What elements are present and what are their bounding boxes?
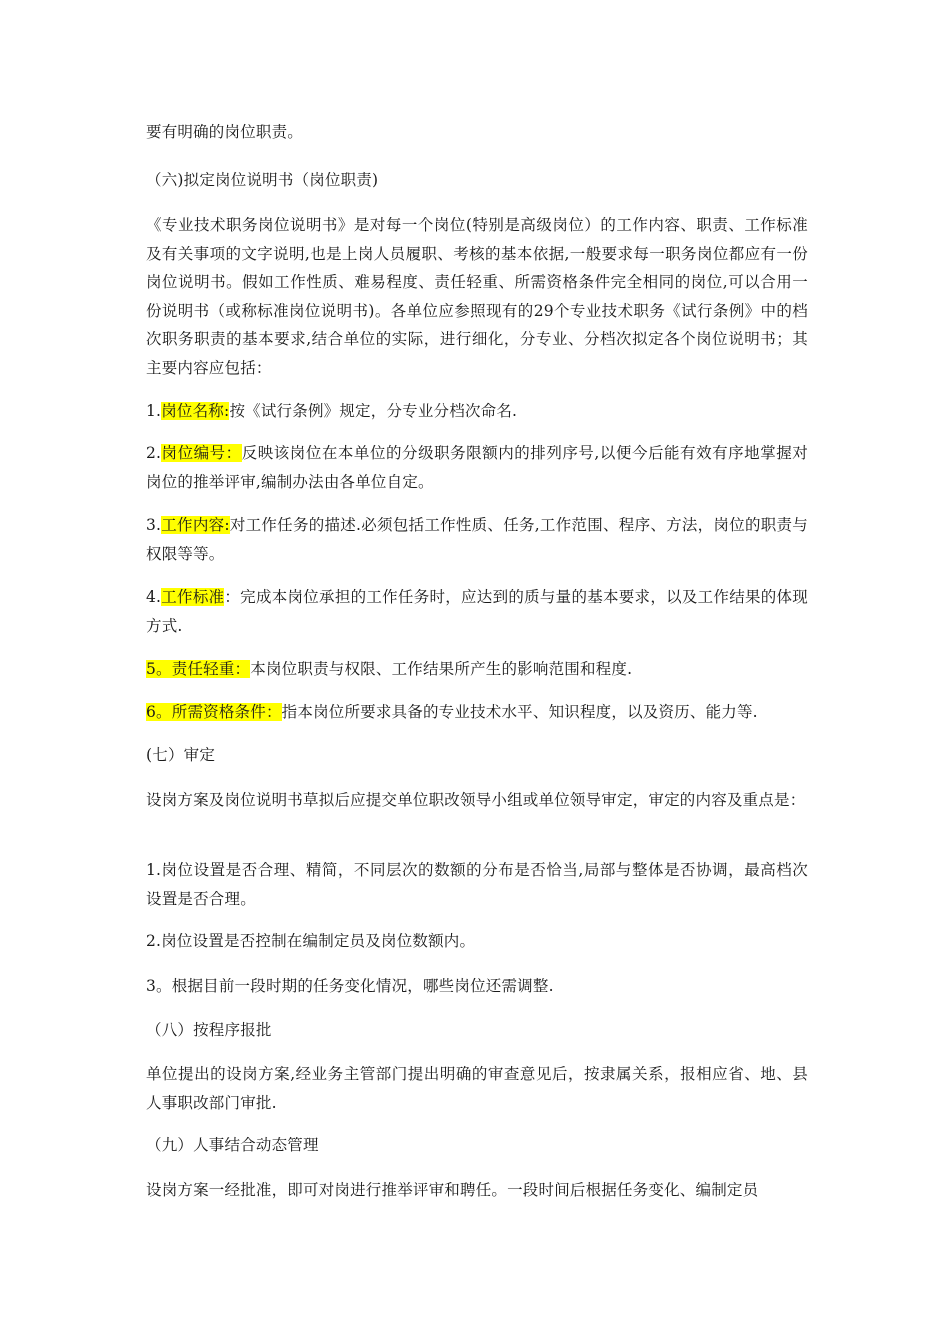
highlighted-term: 岗位名称: bbox=[161, 402, 230, 420]
list-number: 3. bbox=[146, 516, 162, 534]
highlighted-term: 6。所需资格条件： bbox=[146, 703, 282, 721]
list-number: 4. bbox=[146, 588, 162, 606]
section-heading: （九）人事结合动态管理 bbox=[146, 1136, 319, 1154]
list-item bbox=[146, 439, 808, 496]
list-item bbox=[146, 397, 808, 426]
list-item bbox=[146, 698, 808, 727]
list-item bbox=[146, 511, 808, 568]
list-text: 反映该岗位在本单位的分级职务限额内的排列序号,以便今后能有效有序地掌握对岗位的推举评审,编制办法由各单位自定。 bbox=[146, 444, 808, 491]
list-item bbox=[146, 655, 808, 684]
section-heading: （六)拟定岗位说明书（岗位职责) bbox=[146, 171, 379, 189]
paragraph: 要有明确的岗位职责。 bbox=[146, 123, 304, 141]
list-text: 对工作任务的描述.必须包括工作性质、任务,工作范围、程序、方法，岗位的职责与权限等等。 bbox=[146, 516, 808, 563]
list-item bbox=[146, 583, 808, 640]
highlighted-term: 工作标准 bbox=[161, 588, 225, 606]
paragraph: 《专业技术职务岗位说明书》是对每一个岗位(特别是高级岗位）的工作内容、职责、工作标准及有关事项的文字说明,也是上岗人员履职、考核的基本依据,一般要求每一职务岗位都应有一份岗位说明书。假如工作性质、难易程度、责任轻重、所需资格条件完全相同的岗位,可以合用一份说明书（或称标准岗位说明书)。各单位应参照现有的29个专业技术职务《试行条例》中的档次职务职责的基本要求,结合单位的实际，进行细化，分专业、分档次拟定各个岗位说明书；其主要内容应包括： bbox=[146, 216, 808, 377]
list-text: ：完成本岗位承担的工作任务时，应达到的质与量的基本要求，以及工作结果的体现方式. bbox=[146, 588, 808, 635]
highlighted-term: 5。责任轻重： bbox=[146, 660, 251, 678]
paragraph: 1.岗位设置是否合理、精简，不同层次的数额的分布是否恰当,局部与整体是否协调，最高档次设置是否合理。 bbox=[146, 861, 808, 908]
paragraph: 单位提出的设岗方案,经业务主管部门提出明确的审查意见后，按隶属关系，报相应省、地、县人事职改部门审批. bbox=[146, 1065, 808, 1112]
highlighted-term: 岗位编号： bbox=[161, 444, 242, 462]
section-heading: (七）审定 bbox=[146, 746, 216, 764]
highlighted-term: 工作内容: bbox=[161, 516, 230, 534]
list-text: 指本岗位所要求具备的专业技术水平、知识程度，以及资历、能力等. bbox=[281, 703, 758, 721]
list-number: 2. bbox=[146, 444, 162, 462]
paragraph: 设岗方案及岗位说明书草拟后应提交单位职改领导小组或单位领导审定，审定的内容及重点是： bbox=[146, 791, 806, 809]
section-heading: （八）按程序报批 bbox=[146, 1021, 272, 1039]
list-text: 按《试行条例》规定，分专业分档次命名. bbox=[229, 402, 518, 420]
paragraph: 3。根据目前一段时期的任务变化情况，哪些岗位还需调整. bbox=[146, 977, 554, 995]
paragraph: 设岗方案一经批准，即可对岗进行推举评审和聘任。一段时间后根据任务变化、编制定员 bbox=[146, 1181, 759, 1199]
paragraph: 2.岗位设置是否控制在编制定员及岗位数额内。 bbox=[146, 932, 476, 950]
list-number: 1. bbox=[146, 402, 162, 420]
list-text: 本岗位职责与权限、工作结果所产生的影响范围和程度. bbox=[250, 660, 633, 678]
